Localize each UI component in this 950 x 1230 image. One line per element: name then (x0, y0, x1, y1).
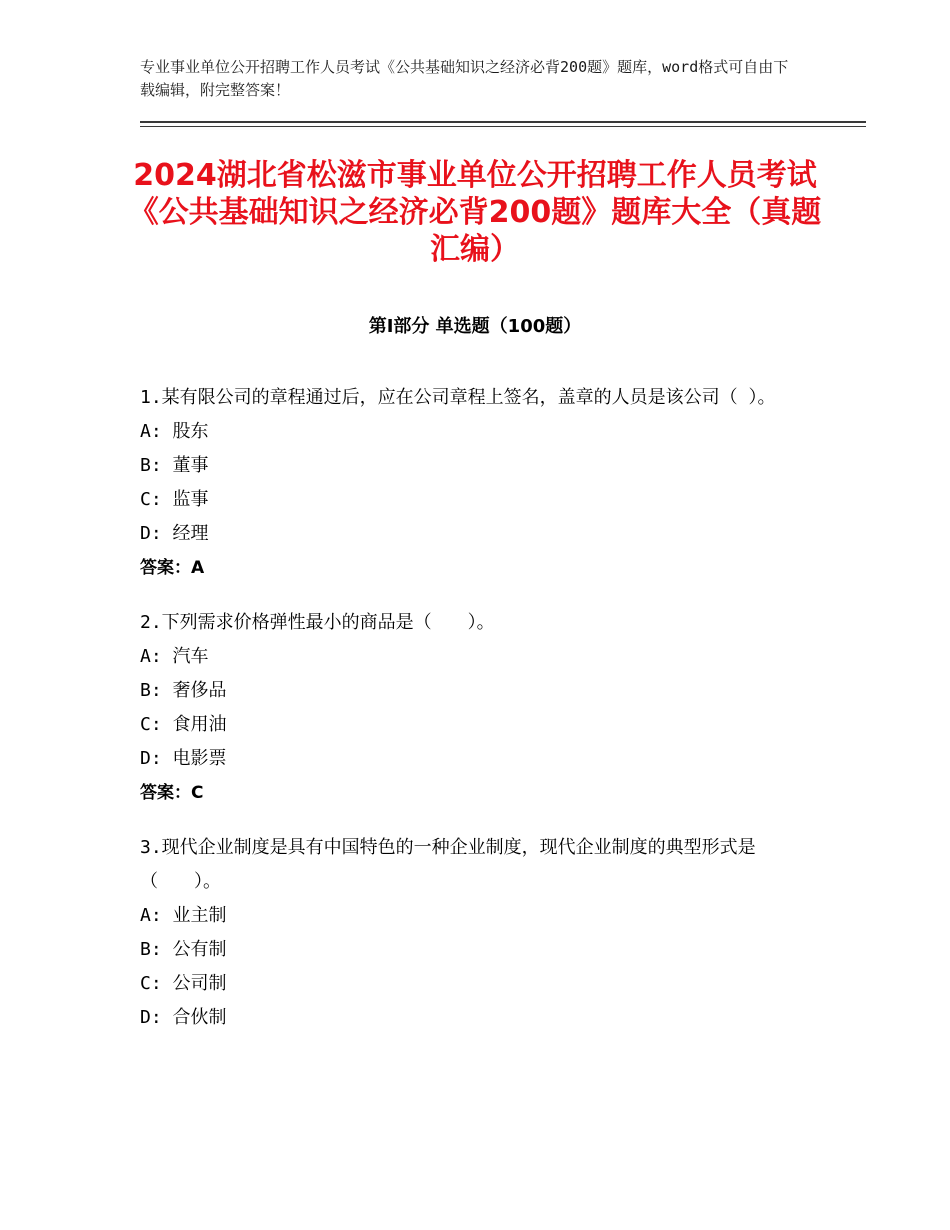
option-a: A: 股东 (140, 421, 209, 442)
question-2 (140, 606, 810, 810)
option-d: D: 经理 (140, 523, 209, 544)
document-title: 2024湖北省松滋市事业单位公开招聘工作人员考试《公共基础知识之经济必背200题》题库大全（真题汇编） (128, 158, 822, 267)
answer: 答案：C (140, 783, 204, 803)
option-c: C: 监事 (140, 489, 209, 510)
answer: 答案：A (140, 558, 205, 578)
option-b: B: 奢侈品 (140, 680, 227, 701)
option-d: D: 合伙制 (140, 1007, 227, 1028)
header-rule-thin (140, 126, 866, 127)
option-c: C: 食用油 (140, 714, 227, 735)
option-a: A: 汽车 (140, 646, 209, 667)
question-3 (140, 831, 810, 1035)
question-list (140, 381, 810, 1056)
section-title: 第Ⅰ部分 单选题（100题） (368, 316, 582, 337)
question-stem: 3.现代企业制度是具有中国特色的一种企业制度，现代企业制度的典型形式是（ ）。 (140, 837, 756, 892)
option-c: C: 公司制 (140, 973, 227, 994)
option-b: B: 董事 (140, 455, 209, 476)
header-note: 专业事业单位公开招聘工作人员考试《公共基础知识之经济必背200题》题库，word格式可自由下载编辑，附完整答案！ (140, 58, 789, 99)
question-stem: 1.某有限公司的章程通过后，应在公司章程上签名，盖章的人员是该公司（ ）。 (140, 387, 776, 408)
question-stem: 2.下列需求价格弹性最小的商品是（ ）。 (140, 612, 495, 633)
header-rule-thick (140, 121, 866, 123)
option-b: B: 公有制 (140, 939, 227, 960)
question-1 (140, 381, 810, 585)
option-d: D: 电影票 (140, 748, 227, 769)
option-a: A: 业主制 (140, 905, 227, 926)
